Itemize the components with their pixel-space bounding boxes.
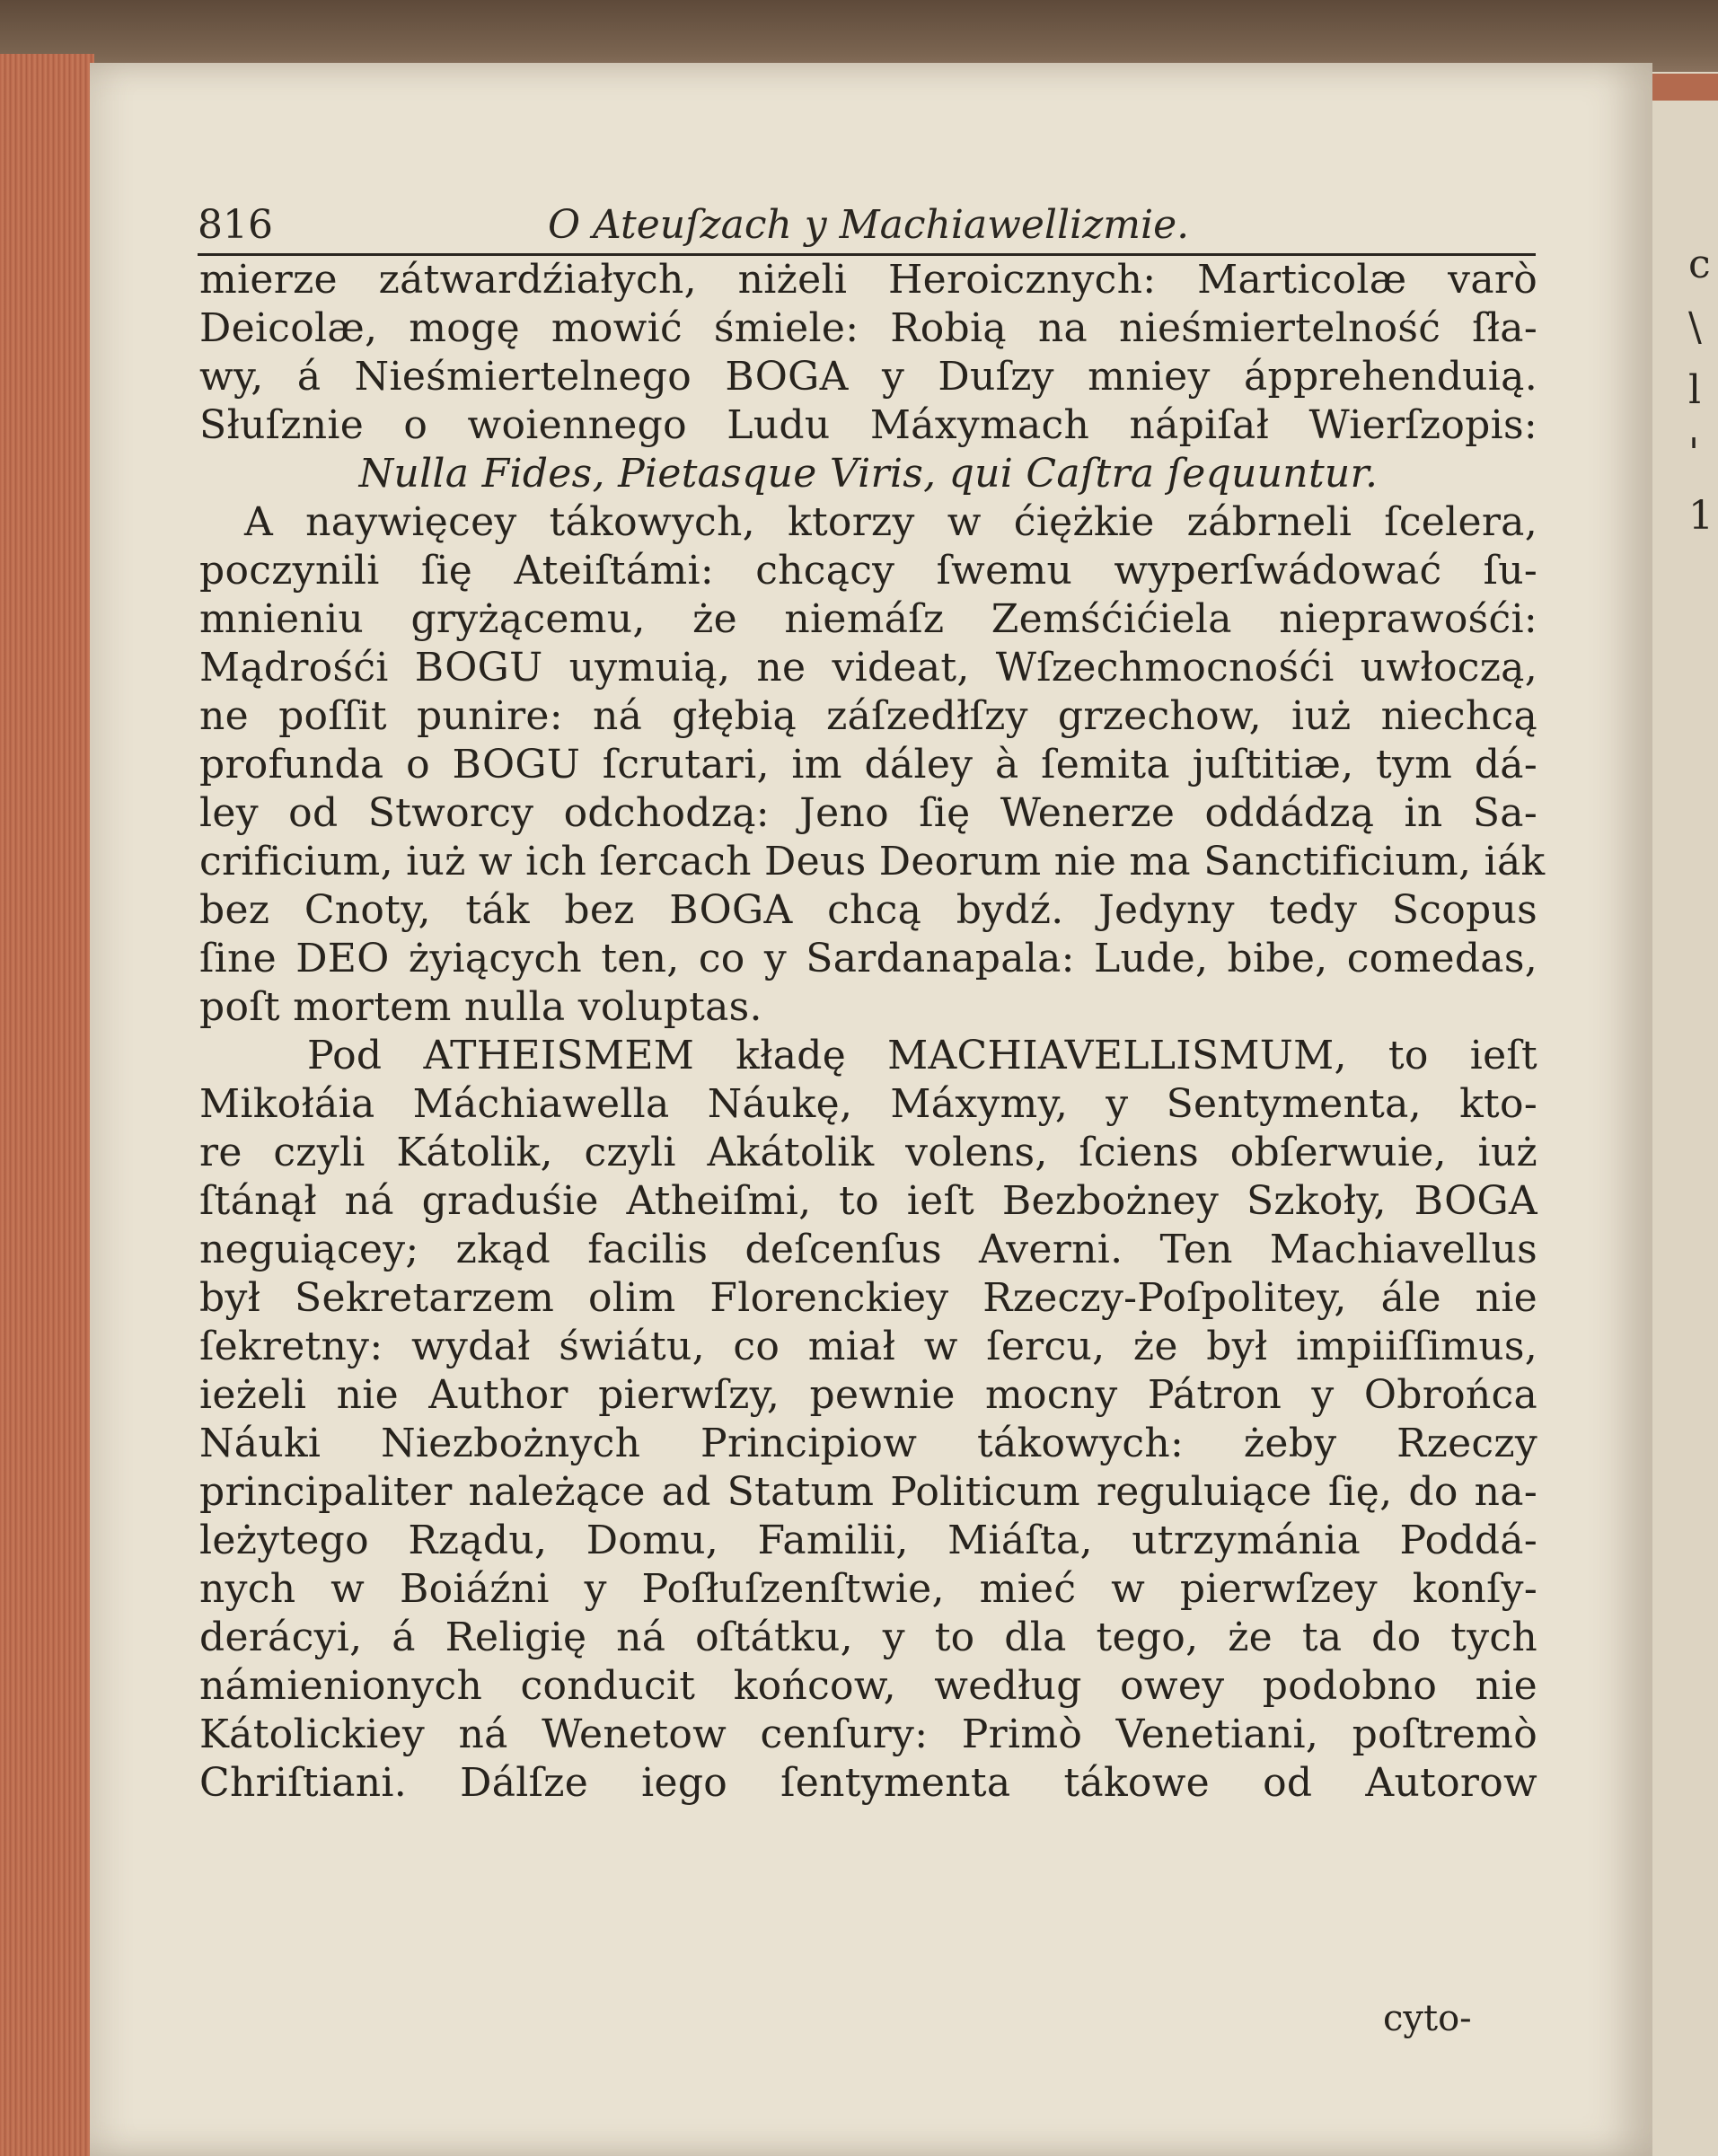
text-line: Słuſznie o woiennego Ludu Máxymach nápiſał Wierſzopis: bbox=[199, 402, 1537, 448]
text-line: re czyli Kátolik, czyli Akátolik volens, ſciens obſerwuie, iuż bbox=[199, 1130, 1537, 1175]
text-line: leżytego Rządu, Domu, Familii, Miáſta, utrzymánia Poddá- bbox=[199, 1518, 1537, 1563]
page-edges-left bbox=[0, 54, 94, 2156]
text-line: ne poſſit punire: ná głębią záſzedłſzy grzechow, iuż niechcą bbox=[199, 693, 1537, 739]
text-line: ſine DEO żyiących ten, co y Sardanapala: Lude, bibe, comedas, bbox=[199, 936, 1537, 981]
text-line: Pod ATHEISMEM kładę MACHIAVELLISMUM, to ieſt bbox=[307, 1033, 1537, 1078]
catchword: cyto- bbox=[1383, 1998, 1472, 2039]
text-line: derácyi, á Religię ná oſtátku, y to dla tego, że ta do tych bbox=[199, 1615, 1537, 1660]
next-page-margin-text bbox=[1688, 233, 1715, 548]
text-line: Náuki Niezbożnych Principiow tákowych: żeby Rzeczy bbox=[199, 1421, 1537, 1466]
text-line: profunda o BOGU ſcrutari, im dáley à ſemita juſtitiæ, tym dá- bbox=[199, 742, 1537, 788]
text-line: principaliter należące ad Statum Politicum reguluiące ſię, do na- bbox=[199, 1469, 1537, 1515]
page-header bbox=[198, 202, 1527, 256]
text-line: poczynili ſię Ateiſtámi: chcący ſwemu wyperſwádować ſu- bbox=[199, 548, 1537, 594]
text-line: był Sekretarzem olim Florenckiey Rzeczy-Poſpolitey, ále nie bbox=[199, 1275, 1537, 1321]
text-line: mnieniu gryżącemu, że niemáſz Zemśćićiela nieprawośći: bbox=[199, 596, 1537, 642]
text-line: A naywięcey tákowych, ktorzy w ćiężkie zábrneli ſcelera, bbox=[244, 499, 1537, 545]
text-line: ieżeli nie Author pierwſzy, pewnie mocny Pátron y Obrońca bbox=[199, 1372, 1537, 1418]
text-line: neguiącey; zkąd facilis deſcenſus Averni. Ten Machiavellus bbox=[199, 1227, 1537, 1272]
text-line: námienionych conducit końcow, według owey podobno nie bbox=[199, 1663, 1537, 1709]
text-line: bez Cnoty, ták bez BOGA chcą bydź. Jedyny tedy Scopus bbox=[199, 887, 1537, 933]
text-line: ſtánął ná graduśie Atheiſmi, to ieſt Bezbożney Szkoły, BOGA bbox=[199, 1178, 1537, 1224]
margin-char: 1 bbox=[1688, 493, 1714, 539]
page-number: 816 bbox=[198, 202, 273, 248]
text-line: Chriſtiani. Dálſze iego ſentymenta tákowe od Autorow bbox=[199, 1760, 1537, 1806]
text-line: mierze zátwardźiałych, niżeli Heroicznych: Marticolæ varò bbox=[199, 257, 1537, 303]
text-line: wy, á Nieśmiertelnego BOGA y Duſzy mniey ápprehenduią. bbox=[199, 354, 1537, 400]
text-line: ley od Stworcy odchodzą: Jeno ſię Wenerze oddádzą in Sa- bbox=[199, 790, 1537, 836]
verse-quote: Nulla Fides, Pietasque Viris, qui Caſtra ſequuntur. bbox=[358, 451, 1379, 497]
text-line: ſekretny: wydał świátu, co miał w ſercu, że był impiiſſimus, bbox=[199, 1324, 1537, 1369]
running-head: O Ateuſzach y Machiawellizmie. bbox=[548, 202, 1190, 248]
next-page-top-edge bbox=[1652, 74, 1718, 101]
text-line: Kátolickiey ná Wenetow cenſury: Primò Venetiani, poſtremò bbox=[199, 1712, 1537, 1757]
margin-char: ' bbox=[1688, 430, 1700, 476]
text-line: crificium, iuż w ich ſercach Deus Deorum nie ma Sanctificium, iák bbox=[199, 839, 1546, 884]
body-text bbox=[199, 256, 1546, 1808]
text-line: Deicolæ, mogę mowić śmiele: Robią na nieśmiertelność ſła- bbox=[199, 305, 1537, 351]
text-line: poſt mortem nulla voluptas. bbox=[199, 984, 762, 1030]
margin-char: \ bbox=[1688, 304, 1702, 350]
margin-char: c bbox=[1688, 242, 1711, 287]
text-line: nych w Boiáźni y Poſłuſzenſtwie, mieć w pierwſzey konſy- bbox=[199, 1566, 1537, 1612]
text-line: Mądrośći BOGU uymuią, ne videat, Wſzechmocnośći uwłoczą, bbox=[199, 645, 1537, 691]
margin-char: l bbox=[1688, 367, 1702, 413]
text-line: Mikołáia Máchiawella Náukę, Máxymy, y Sentymenta, kto- bbox=[199, 1081, 1537, 1127]
